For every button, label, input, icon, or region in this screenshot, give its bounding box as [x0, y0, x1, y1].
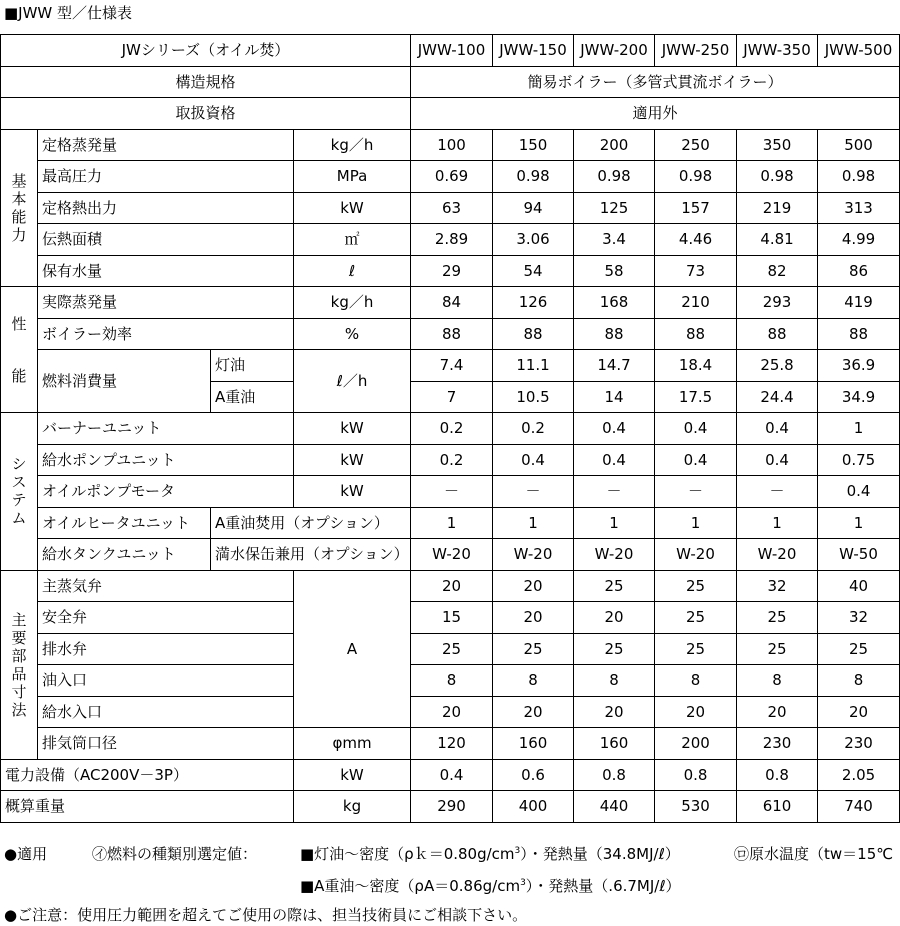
value-cell: 25: [655, 570, 737, 602]
value-cell: －: [411, 476, 493, 508]
value-cell: 4.46: [655, 224, 737, 256]
value-cell: 0.98: [493, 161, 574, 193]
note-kerosene: ■灯油～密度$(\rho k=0.80g/cm^3)$・発熱量（34.8MJ/ℓ）: [300, 845, 680, 863]
value-cell: 20: [493, 570, 574, 602]
table-row: [1, 696, 900, 728]
table-row: [1, 728, 900, 760]
sub-label: A重油: [211, 381, 294, 413]
value-cell: －: [737, 476, 818, 508]
value-cell: 0.2: [411, 413, 493, 445]
value-cell: 18.4: [655, 350, 737, 382]
value-cell: 8: [493, 665, 574, 697]
note-heavy-oil: ■A重油～密度$(\rho A=0.86g/cm^3)$・発熱量（.6.7MJ/ℓ）: [300, 877, 681, 895]
value-cell: 36.9: [818, 350, 900, 382]
value-cell: 160: [493, 728, 574, 760]
spec-table: [0, 34, 900, 823]
value-cell: 11.1: [493, 350, 574, 382]
value-cell: 0.4: [655, 413, 737, 445]
unit-cell: kg／h: [294, 287, 411, 319]
value-cell: 32: [737, 570, 818, 602]
value-cell: 84: [411, 287, 493, 319]
value-cell: 25: [655, 633, 737, 665]
table-row: [1, 161, 900, 193]
table-row: [1, 350, 900, 382]
row-label: 給水入口: [38, 696, 294, 728]
license-value: 適用外: [411, 98, 900, 130]
value-cell: 25: [737, 602, 818, 634]
value-cell: 20: [818, 696, 900, 728]
value-cell: 126: [493, 287, 574, 319]
row-label: 燃料消費量: [38, 350, 211, 413]
row-label: 定格蒸発量: [38, 129, 294, 161]
value-cell: 313: [818, 192, 900, 224]
value-cell: 8: [818, 665, 900, 697]
value-cell: 8: [655, 665, 737, 697]
unit-cell: ℓ: [294, 255, 411, 287]
header-row-series: [1, 35, 900, 67]
value-cell: 1: [411, 507, 493, 539]
value-cell: 210: [655, 287, 737, 319]
table-row: [1, 224, 900, 256]
value-cell: 20: [655, 696, 737, 728]
value-cell: 24.4: [737, 381, 818, 413]
value-cell: 0.98: [818, 161, 900, 193]
value-cell: 25: [737, 633, 818, 665]
row-label: 実際蒸発量: [38, 287, 294, 319]
table-row: [1, 192, 900, 224]
value-cell: 88: [818, 318, 900, 350]
value-cell: 400: [493, 791, 574, 823]
value-cell: 25: [818, 633, 900, 665]
model-header: JWW-500: [818, 35, 900, 67]
unit-cell: A: [294, 570, 411, 728]
value-cell: 3.06: [493, 224, 574, 256]
note-fuel-selection: ㋑燃料の種類別選定値：: [92, 845, 258, 863]
value-cell: 25.8: [737, 350, 818, 382]
row-label: 主蒸気弁: [38, 570, 294, 602]
value-cell: 0.98: [574, 161, 655, 193]
row-label: 電力設備（AC200V－3P）: [1, 759, 294, 791]
note-applied: ●適用: [4, 845, 48, 863]
value-cell: 0.4: [655, 444, 737, 476]
value-cell: 20: [737, 696, 818, 728]
value-cell: 120: [411, 728, 493, 760]
model-header: JWW-200: [574, 35, 655, 67]
value-cell: 440: [574, 791, 655, 823]
value-cell: 100: [411, 129, 493, 161]
unit-cell: kW: [294, 413, 411, 445]
note-caution: ●ご注意：使用圧力範囲を超えてご使用の際は、担当技術員にご相談下さい。: [4, 906, 528, 924]
note-raw-water: ㋺原水温度（tw＝15℃: [734, 845, 894, 863]
value-cell: 0.4: [411, 759, 493, 791]
value-cell: 0.8: [574, 759, 655, 791]
row-label: 概算重量: [1, 791, 294, 823]
table-row: [1, 444, 900, 476]
table-row: [1, 476, 900, 508]
value-cell: W-20: [737, 539, 818, 571]
model-header: JWW-250: [655, 35, 737, 67]
table-row: [1, 539, 900, 571]
row-label: ボイラー効率: [38, 318, 294, 350]
value-cell: 500: [818, 129, 900, 161]
value-cell: 20: [411, 696, 493, 728]
value-cell: 293: [737, 287, 818, 319]
value-cell: 4.81: [737, 224, 818, 256]
value-cell: 157: [655, 192, 737, 224]
row-label: 排気筒口径: [38, 728, 294, 760]
row-label: 安全弁: [38, 602, 294, 634]
value-cell: 8: [574, 665, 655, 697]
value-cell: 219: [737, 192, 818, 224]
value-cell: 610: [737, 791, 818, 823]
row-label: 保有水量: [38, 255, 294, 287]
value-cell: 250: [655, 129, 737, 161]
value-cell: 14.7: [574, 350, 655, 382]
value-cell: 1: [818, 413, 900, 445]
table-row: [1, 255, 900, 287]
value-cell: 290: [411, 791, 493, 823]
value-cell: 0.8: [655, 759, 737, 791]
value-cell: 40: [818, 570, 900, 602]
value-cell: 4.99: [818, 224, 900, 256]
value-cell: 88: [411, 318, 493, 350]
value-cell: 32: [818, 602, 900, 634]
value-cell: 20: [493, 602, 574, 634]
value-cell: 82: [737, 255, 818, 287]
header-row-license: [1, 98, 900, 130]
value-cell: 88: [655, 318, 737, 350]
sub-label: 灯油: [211, 350, 294, 382]
value-cell: 150: [493, 129, 574, 161]
table-row: [1, 570, 900, 602]
value-cell: 0.2: [411, 444, 493, 476]
table-row: [1, 759, 900, 791]
table-row: [1, 287, 900, 319]
unit-cell: MPa: [294, 161, 411, 193]
value-cell: 25: [411, 633, 493, 665]
table-row: [1, 413, 900, 445]
unit-cell: φmm: [294, 728, 411, 760]
table-row: [1, 129, 900, 161]
value-cell: 125: [574, 192, 655, 224]
value-cell: 14: [574, 381, 655, 413]
value-cell: 86: [818, 255, 900, 287]
model-header: JWW-350: [737, 35, 818, 67]
unit-cell: %: [294, 318, 411, 350]
value-cell: 200: [574, 129, 655, 161]
section-main-parts: 主 要 部 品 寸 法: [1, 570, 38, 759]
value-cell: 0.4: [493, 444, 574, 476]
value-cell: 0.4: [574, 413, 655, 445]
value-cell: W-20: [574, 539, 655, 571]
unit-cell: kW: [294, 192, 411, 224]
unit-cell: kg: [294, 791, 411, 823]
value-cell: 25: [574, 633, 655, 665]
value-cell: 88: [574, 318, 655, 350]
value-cell: 3.4: [574, 224, 655, 256]
unit-cell: kW: [294, 476, 411, 508]
table-row: [1, 507, 900, 539]
license-label: 取扱資格: [1, 98, 411, 130]
value-cell: 0.98: [737, 161, 818, 193]
series-label: JWシリーズ（オイル焚）: [1, 35, 411, 67]
value-cell: 29: [411, 255, 493, 287]
value-cell: 1: [574, 507, 655, 539]
table-row: [1, 665, 900, 697]
value-cell: 230: [737, 728, 818, 760]
value-cell: 1: [655, 507, 737, 539]
value-cell: 20: [574, 602, 655, 634]
value-cell: 88: [737, 318, 818, 350]
section-basic: 基 本 能 力: [1, 129, 38, 287]
value-cell: 17.5: [655, 381, 737, 413]
value-cell: 25: [655, 602, 737, 634]
value-cell: 0.98: [655, 161, 737, 193]
model-header: JWW-100: [411, 35, 493, 67]
table-row: [1, 633, 900, 665]
value-cell: 0.4: [574, 444, 655, 476]
value-cell: 0.6: [493, 759, 574, 791]
value-cell: －: [493, 476, 574, 508]
value-cell: 10.5: [493, 381, 574, 413]
value-cell: 0.4: [818, 476, 900, 508]
value-cell: W-20: [493, 539, 574, 571]
value-cell: 7: [411, 381, 493, 413]
value-cell: 350: [737, 129, 818, 161]
sub-label: A重油焚用（オプション）: [211, 507, 411, 539]
row-label: 最高圧力: [38, 161, 294, 193]
row-label: 油入口: [38, 665, 294, 697]
value-cell: 1: [493, 507, 574, 539]
value-cell: 0.69: [411, 161, 493, 193]
unit-cell: ㎡: [294, 224, 411, 256]
value-cell: 88: [493, 318, 574, 350]
value-cell: 200: [655, 728, 737, 760]
value-cell: 54: [493, 255, 574, 287]
row-label: オイルポンプモータ: [38, 476, 294, 508]
value-cell: 20: [574, 696, 655, 728]
page-title: ■JWW 型／仕様表: [4, 4, 133, 22]
table-row: [1, 602, 900, 634]
unit-cell: kg／h: [294, 129, 411, 161]
value-cell: 2.89: [411, 224, 493, 256]
value-cell: 0.4: [737, 444, 818, 476]
value-cell: 20: [411, 570, 493, 602]
value-cell: 8: [411, 665, 493, 697]
row-label: 伝熱面積: [38, 224, 294, 256]
value-cell: 160: [574, 728, 655, 760]
value-cell: 2.05: [818, 759, 900, 791]
unit-cell: kW: [294, 444, 411, 476]
row-label: 排水弁: [38, 633, 294, 665]
value-cell: 0.2: [493, 413, 574, 445]
value-cell: 25: [493, 633, 574, 665]
value-cell: 1: [737, 507, 818, 539]
unit-cell: kW: [294, 759, 411, 791]
value-cell: 25: [574, 570, 655, 602]
value-cell: 73: [655, 255, 737, 287]
value-cell: －: [574, 476, 655, 508]
value-cell: 230: [818, 728, 900, 760]
table-row: [1, 318, 900, 350]
value-cell: 15: [411, 602, 493, 634]
value-cell: W-20: [655, 539, 737, 571]
row-label: 給水ポンプユニット: [38, 444, 294, 476]
value-cell: 0.4: [737, 413, 818, 445]
structure-label: 構造規格: [1, 66, 411, 98]
value-cell: 740: [818, 791, 900, 823]
value-cell: －: [655, 476, 737, 508]
row-label: 給水タンクユニット: [38, 539, 211, 571]
unit-cell: ℓ／h: [294, 350, 411, 413]
value-cell: 8: [737, 665, 818, 697]
value-cell: 94: [493, 192, 574, 224]
row-label: バーナーユニット: [38, 413, 294, 445]
value-cell: 7.4: [411, 350, 493, 382]
value-cell: 0.75: [818, 444, 900, 476]
value-cell: 168: [574, 287, 655, 319]
sub-label: 満水保缶兼用（オプション）: [211, 539, 411, 571]
section-performance: 性 能: [1, 287, 38, 413]
value-cell: 1: [818, 507, 900, 539]
value-cell: W-50: [818, 539, 900, 571]
value-cell: 63: [411, 192, 493, 224]
structure-value: 簡易ボイラー（多管式貫流ボイラー）: [411, 66, 900, 98]
header-row-structure: [1, 66, 900, 98]
value-cell: 58: [574, 255, 655, 287]
value-cell: 419: [818, 287, 900, 319]
model-header: JWW-150: [493, 35, 574, 67]
value-cell: 34.9: [818, 381, 900, 413]
value-cell: 20: [493, 696, 574, 728]
row-label: オイルヒータユニット: [38, 507, 211, 539]
value-cell: 0.8: [737, 759, 818, 791]
value-cell: W-20: [411, 539, 493, 571]
value-cell: 530: [655, 791, 737, 823]
row-label: 定格熱出力: [38, 192, 294, 224]
section-system: シ ス テ ム: [1, 413, 38, 571]
table-row: [1, 791, 900, 823]
